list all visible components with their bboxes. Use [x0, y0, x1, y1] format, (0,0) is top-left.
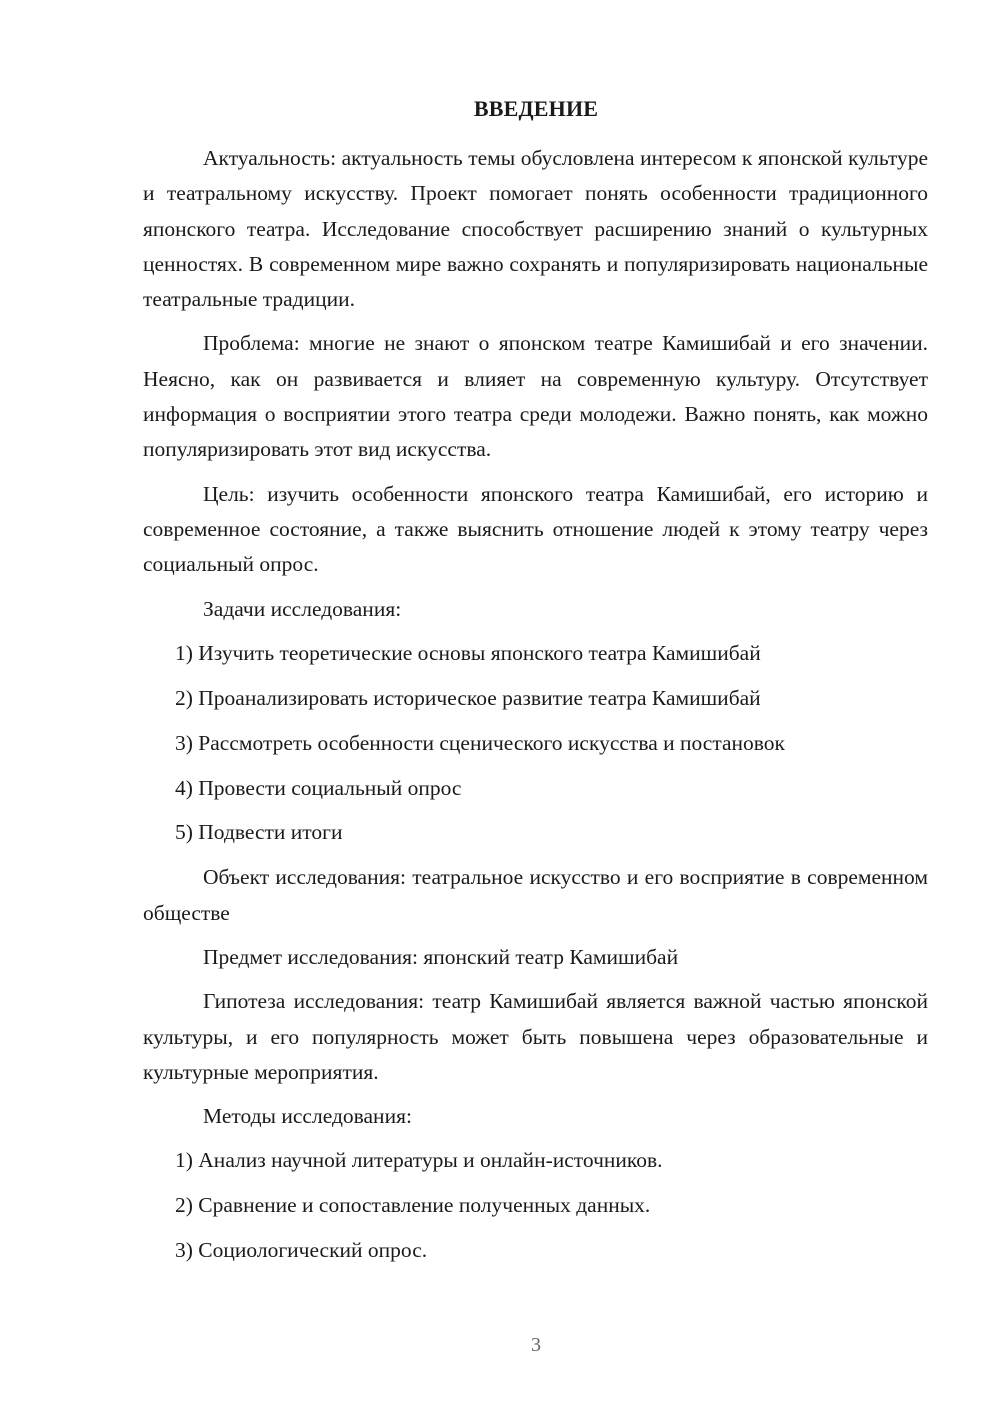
paragraph-subject: Предмет исследования: японский театр Камишибай: [203, 944, 679, 969]
list-item-task-3: 3) Рассмотреть особенности сценического искусства и постановок: [175, 730, 785, 755]
paragraph-problem: Проблема: многие не знают о японском театре Камишибай и его значении. Неясно, как он развивается и влияет на современную культуру. Отсутствует информация о восприятии этого театра среди молодежи. Важно понять, как можно популяризировать этот вид искусства.: [143, 331, 928, 462]
document-body: [143, 141, 928, 1278]
paragraph-object: Объект исследования: театральное искусство и его восприятие в современном обществе: [143, 865, 928, 925]
methods-heading: Методы исследования:: [203, 1104, 412, 1129]
list-item-method-1: 1) Анализ научной литературы и онлайн-источников.: [175, 1148, 663, 1173]
list-item-task-5: 5) Подвести итоги: [175, 820, 343, 845]
list-item-task-2: 2) Проанализировать историческое развитие театра Камишибай: [175, 685, 761, 710]
page-number: 3: [531, 1334, 541, 1356]
list-item-method-3: 3) Социологический опрос.: [175, 1238, 428, 1263]
tasks-heading: Задачи исследования:: [203, 596, 402, 621]
list-item-task-1: 1) Изучить теоретические основы японского театра Камишибай: [175, 640, 761, 665]
list-item-task-4: 4) Провести социальный опрос: [175, 775, 462, 800]
list-item-method-2: 2) Сравнение и сопоставление полученных данных.: [175, 1193, 651, 1218]
tasks-list: [143, 636, 928, 851]
page-title: ВВЕДЕНИЕ: [473, 96, 599, 121]
paragraph-hypothesis: Гипотеза исследования: театр Камишибай является важной частью японской культуры, и его популярность может быть повышена через образовательные и культурные мероприятия.: [143, 989, 928, 1084]
methods-list: [143, 1143, 928, 1268]
paragraph-relevance: Актуальность: актуальность темы обусловлена интересом к японской культуре и театральному искусству. Проект помогает понять особенности традиционного японского театра. Исследование способствует расширению знаний о культурных ценностях. В современном мире важно сохранять и популяризировать национальные театральные традиции.: [143, 146, 928, 312]
paragraph-goal: Цель: изучить особенности японского театра Камишибай, его историю и современное состояние, а также выяснить отношение людей к этому театру через социальный опрос.: [143, 481, 928, 577]
